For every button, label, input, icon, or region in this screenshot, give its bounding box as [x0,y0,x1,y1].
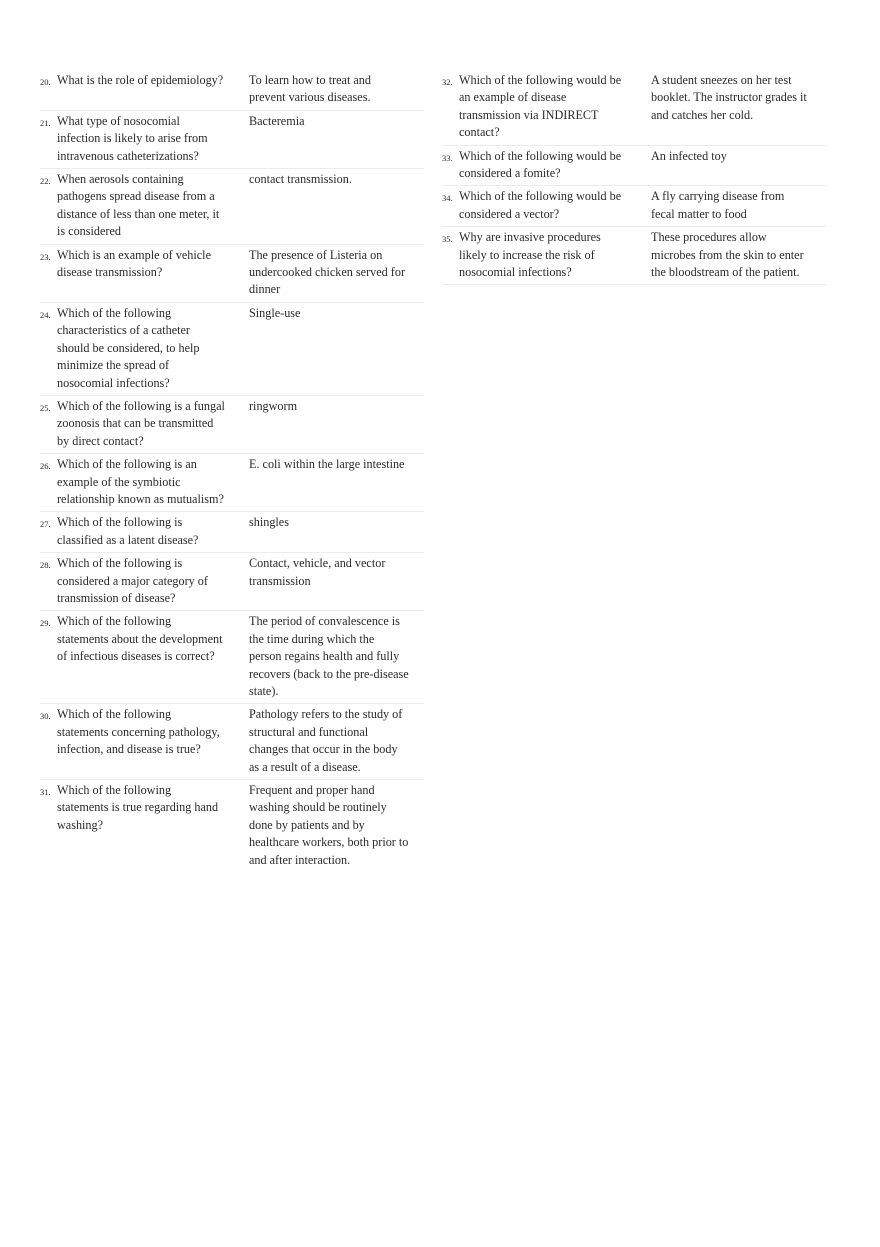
qa-row [442,146,826,187]
question-number: 23. [40,251,51,262]
question [40,613,249,700]
answer-text: To learn how to treat and prevent various diseases. [249,73,371,105]
answer-text: These procedures allow microbes from the skin to enter the bloodstream of the patient. [651,230,804,280]
question-text: When aerosols containing pathogens spread disease from a distance of less than one meter, it is considered [57,172,220,239]
question-text: Which of the following is an example of the symbiotic relationship known as mutualism? [57,457,224,506]
answer-text: A student sneezes on her test booklet. The instructor grades it and catches her cold. [651,73,807,122]
question-number: 35. [442,234,453,245]
left-column [40,70,424,872]
question-text: Which of the following would be considered a vector? [459,189,622,221]
right-column [442,70,826,285]
answer-text: Bacteremia [249,113,305,128]
qa-row [40,553,424,611]
question-number: 22. [40,176,51,187]
question-number: 34. [442,193,453,204]
question [40,555,249,607]
question-text: Which of the following is a fungal zoonosis that can be transmitted by direct contact? [57,398,225,448]
qa-row [40,780,424,872]
question-text: Which is an example of vehicle disease transmission? [57,247,211,280]
question-number: 26. [40,461,51,472]
qa-row [40,111,424,169]
question [40,72,249,107]
question-number: 20. [40,77,51,87]
question-text: Which of the following is considered a major category of transmission of disease? [57,556,208,605]
question-number: 33. [442,152,453,163]
question-number: 24. [40,309,51,320]
qa-row [442,227,826,285]
question-text: Which of the following statements is true regarding hand washing? [57,783,219,832]
question-text: Which of the following characteristics of a catheter should be considered, to help minimize the spread of nosocomial infections? [57,305,200,390]
answer-text: The period of convalescence is the time during which the person regains health and fully recovers (back to the pre-disease state). [249,614,409,698]
question-number: 30. [40,711,51,722]
answer-text: contact transmission. [249,172,352,187]
qa-row [40,70,424,111]
qa-row [40,303,424,396]
answer-text: Frequent and proper hand washing should be routinely done by patients and by healthcare workers, both prior to and after interaction. [249,783,409,867]
answer-text: E. coli within the large intestine [249,457,405,472]
answer-text: An infected toy [651,148,727,163]
qa-row [442,70,826,146]
answer-text: Pathology refers to the study of structural and functional changes that occur in the body as a result of a disease. [249,707,403,774]
qa-row [442,186,826,227]
answer-text: A fly carrying disease from fecal matter to food [651,189,785,221]
qa-row [40,169,424,245]
qa-row [40,454,424,512]
question-text: What type of nosocomial infection is likely to arise from intravenous catheterizations? [57,113,208,163]
question [40,113,249,165]
answer-text: The presence of Listeria on undercooked chicken served for dinner [249,247,405,297]
qa-row [40,396,424,454]
answer-text: Contact, vehicle, and vector transmission [249,556,386,588]
question-text: Which of the following is classified as a latent disease? [57,515,199,547]
question-text: Which of the following statements about the development of infectious diseases is correct? [57,614,223,664]
question-number: 21. [40,117,51,128]
answer-text: Single-use [249,305,301,320]
question-number: 32. [442,77,453,87]
question-text: Why are invasive procedures likely to increase the risk of nosocomial infections? [459,230,601,280]
question-number: 28. [40,560,51,571]
question-number: 27. [40,519,51,530]
question-number: 25. [40,402,51,413]
question [40,782,249,869]
qa-row [40,245,424,303]
question [40,514,249,549]
question-text: Which of the following statements concerning pathology, infection, and disease is true? [57,707,220,757]
qa-row [40,704,424,780]
question [40,247,249,299]
question-text: What is the role of epidemiology? [57,73,224,87]
question [40,171,249,241]
question-number: 29. [40,618,51,629]
question [442,72,651,142]
question [40,456,249,508]
question [442,188,651,223]
question-text: Which of the following would be considered a fomite? [459,148,622,181]
question [40,398,249,450]
qa-row [40,512,424,553]
answer-text: shingles [249,515,289,530]
question-number: 31. [40,787,51,798]
question [442,148,651,183]
answer-text: ringworm [249,398,298,413]
qa-row [40,611,424,704]
question-text: Which of the following would be an example of disease transmission via INDIRECT contact? [459,73,622,140]
question [40,305,249,392]
question [40,706,249,776]
question [442,229,651,281]
